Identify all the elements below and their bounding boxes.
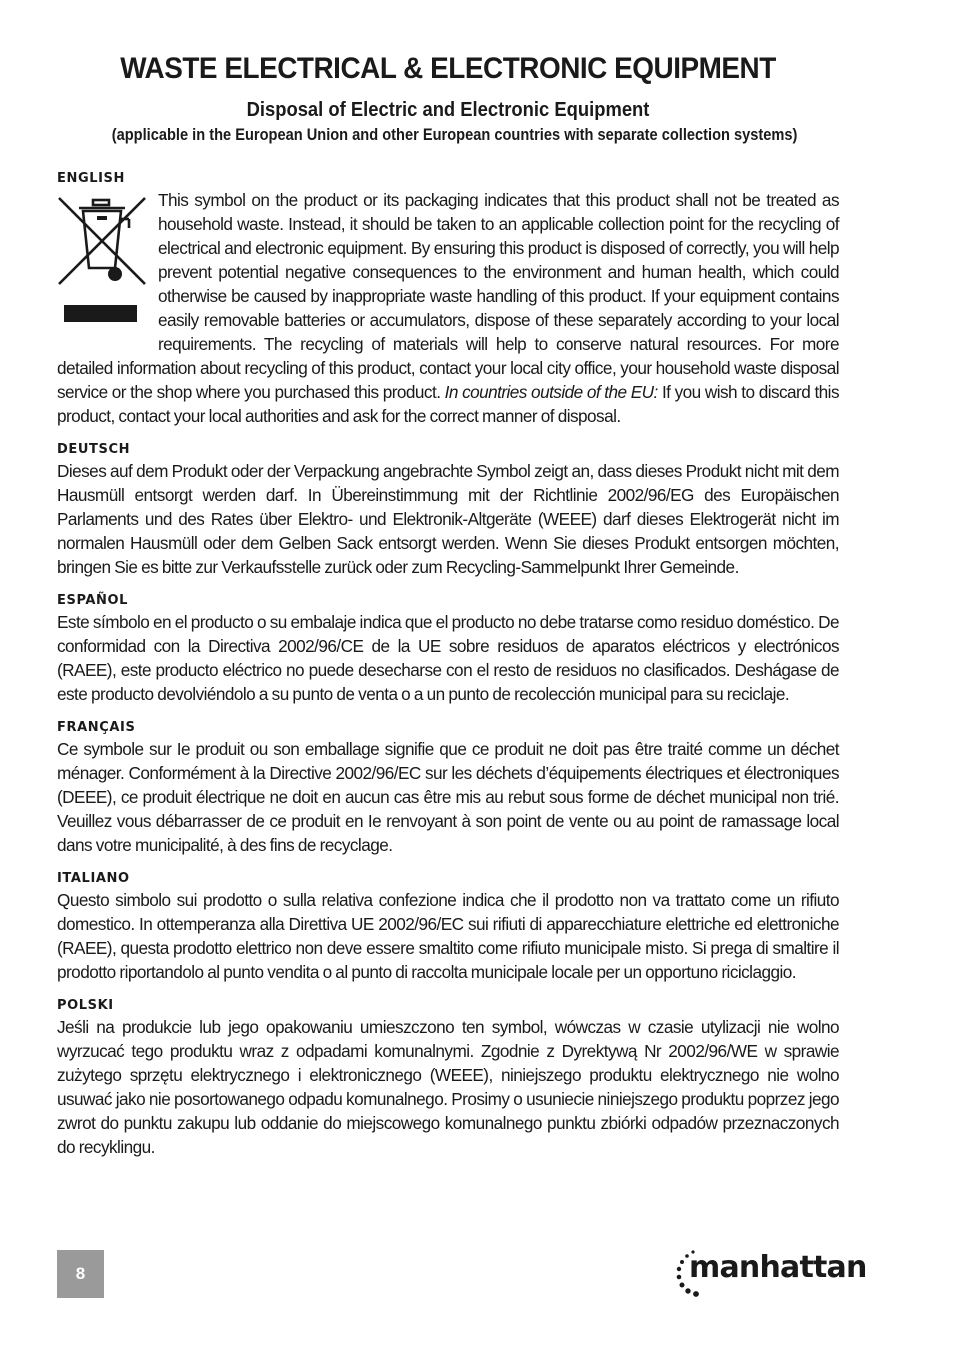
section-polski (57, 998, 839, 1159)
section-francais (57, 720, 839, 857)
section-text-espanol: Este símbolo en el producto o su embalaje indica que el producto no debe tratarse como residuo doméstico. De conformidad con la Directiva 2002/96/CE de la UE sobre residuos de aparatos eléctricos y electrónicos (RAEE), este producto eléctrico no puede desecharse con el resto de residuos no clasificados. Deshágase de este producto devolviéndolo a su punto de venta o a un punto de recolección municipal para su reciclaje. (57, 612, 839, 704)
section-english (57, 171, 839, 428)
section-label-english: ENGLISH (57, 171, 125, 186)
section-text-deutsch: Dieses auf dem Produkt oder der Verpackung angebrachte Symbol zeigt an, dass dieses Produkt nicht mit dem Hausmüll entsorgt werden darf. In Übereinstimmung mit der Richtlinie 2002/96/EG des Europäischen Parlaments und des Rates über Elektro- und Elektronik-Altgeräte (WEEE) darf dieses Elektrogerät nicht im normalen Hausmüll oder dem Gelben Sack entsorgt werden. Wenn Sie dieses Produkt entsorgen möchten, bringen Sie es bitte zur Verkaufsstelle zurück oder zum Recycling-Sammelpunkt Ihrer Gemeinde. (57, 461, 839, 577)
page-title: WASTE ELECTRICAL & ELECTRONIC EQUIPMENT (120, 52, 776, 85)
document-page (57, 52, 839, 1159)
page-subtitle: Disposal of Electric and Electronic Equipment (246, 99, 650, 121)
section-label-italiano: ITALIANO (57, 871, 130, 886)
section-italiano (57, 871, 839, 984)
crossed-out-wheelie-bin-icon (57, 192, 153, 304)
section-label-polski: POLSKI (57, 998, 114, 1013)
weee-bar (64, 305, 137, 322)
section-text-english: This symbol on the product or its packaging indicates that this product shall not be treated as household waste. Instead, it should be taken to an applicable collection point for the recycling of electrical and electronic equipment. By ensuring this product is disposed of correctly, you will help prevent potential negative consequences to the environment and human health, which could otherwise be caused by inappropriate waste handling of this product. If your equipment contains easily removable batteries or accumulators, dispose of these separately according to your local requirements. The recycling of materials will help to conserve natural resources. For more detailed information about recycling of this product, contact your local city office, your household waste disposal service or the shop where you purchased this product. In countries outside of the EU: If you wish to discard this product, contact your local authorities and ask for the correct manner of disposal. (57, 190, 839, 426)
page-number: 8 (57, 1250, 104, 1298)
section-label-francais: FRANÇAIS (57, 720, 136, 735)
applicability-note: (applicable in the European Union and other European countries with separate collection systems) (111, 125, 798, 144)
section-label-deutsch: DEUTSCH (57, 442, 131, 457)
section-deutsch (57, 442, 839, 579)
section-text-francais: Ce symbole sur Ie produit ou son emballage signifie que ce produit ne doit pas être traité comme un déchet ménager. Conformément à la Directive 2002/96/EC sur les déchets d’équipements électriques et électroniques (DEEE), ce produit électrique ne doit en aucun cas être mis au rebut sous forme de déchet municipal non trié. Veuillez vous débarrasser de ce produit en Ie renvoyant à son point de vente ou au point de ramassage local dans votre municipalité, à des fins de recyclage. (57, 739, 839, 855)
section-espanol (57, 593, 839, 706)
weee-bin-icon (57, 192, 157, 332)
manhattan-logo (675, 1246, 867, 1298)
brand-name: manhattan (689, 1250, 867, 1285)
section-text-polski: Jeśli na produkcie lub jego opakowaniu umieszczono ten symbol, wówczas w czasie utylizacji nie wolno wyrzucać tego produktu wraz z odpadami komunalnymi. Zgodnie z Dyrektywą Nr 2002/96/WE w sprawie zużytego sprzętu elektrycznego i elektronicznego (WEEE), niniejszego produktu elektrycznego nie wolno usuwać jako nie posortowanego odpadu komunalnego. Prosimy o usuniecie niniejszego produktu poprzez jego zwrot do punktu zakupu lub oddanie do miejscowego komunalnego punktu zbiórki odpadów przeznaczonych do recyklingu. (57, 1017, 839, 1157)
section-label-espanol: ESPAÑOL (57, 593, 129, 608)
section-text-italiano: Questo simbolo sui prodotto o sulla relativa confezione indica che il prodotto non va trattato come un rifiuto domestico. In ottemperanza alla Direttiva UE 2002/96/EC sui rifiuti di apparecchiature elettriche ed elettroniche (RAEE), questa prodotto elettrico non deve essere smaltito come rifiuto municipale misto. Si prega di smaltire il prodotto riportandolo al punto vendita o al punto di raccolta municipale locale per un opportuno riciclaggio. (57, 890, 839, 982)
